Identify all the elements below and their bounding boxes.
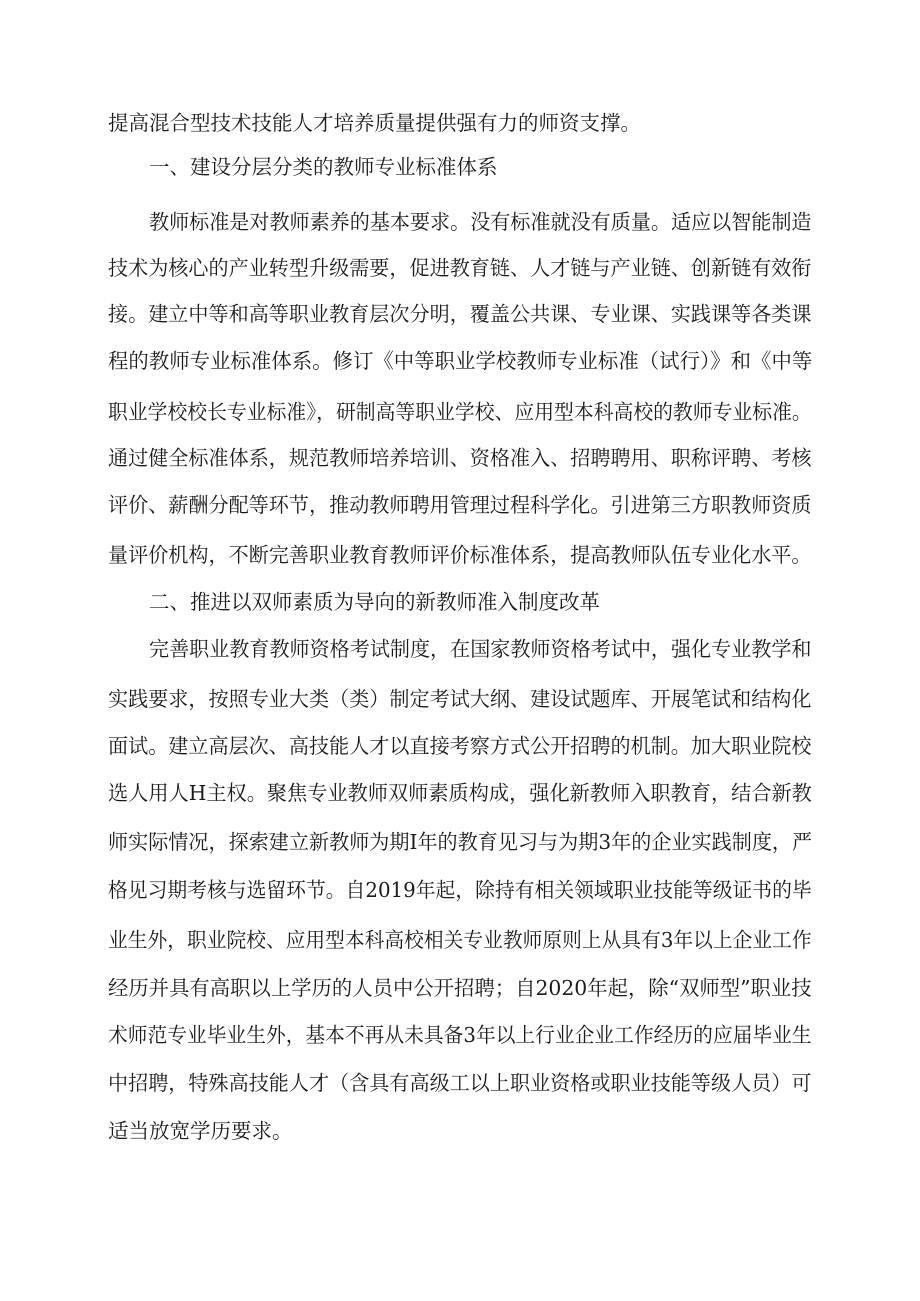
section-heading-1: 一、建设分层分类的教师专业标准体系 [149,155,498,179]
paragraph-line: 量评价机构，不断完善职业教育教师评价标准体系，提高教师队伍专业化水平。 [108,543,812,567]
paragraph-line: 教师标准是对教师素养的基本要求。没有标准就没有质量。适应以智能制造 [149,210,812,234]
paragraph-line: 实践要求，按照专业大类（类）制定考试大纲、建设试题库、开展笔试和结构化 [108,687,812,711]
paragraph-line: 完善职业教育教师资格考试制度，在国家教师资格考试中，强化专业教学和 [149,637,812,661]
paragraph-line: 评价、薪酬分配等环节，推动教师聘用管理过程科学化。引进第三方职教师资质 [108,493,812,517]
paragraph-line: 师实际情况，探索建立新教师为期I年的教育见习与为期3年的企业实践制度，严 [108,830,813,854]
paragraph-line: 通过健全标准体系，规范教师培养培训、资格准入、招聘聘用、职称评聘、考核 [108,446,812,470]
paragraph-line: 提高混合型技术技能人才培养质量提供强有力的师资支撑。 [108,111,641,135]
paragraph-line: 格见习期考核与选留环节。自2019年起，除持有相关领域职业技能等级证书的毕 [108,878,812,902]
paragraph-line: 业生外，职业院校、应用型本科高校相关专业教师原则上从具有3年以上企业工作 [108,928,812,952]
paragraph-line: 中招聘，特殊高技能人才（含具有高级工以上职业资格或职业技能等级人员）可 [108,1071,812,1095]
paragraph-line: 术师范专业毕业生外，基本不再从未具备3年以上行业企业工作经历的应届毕业生 [108,1023,812,1047]
paragraph-line: 职业学校校长专业标准》，研制高等职业学校、应用型本科高校的教师专业标准。 [108,400,812,424]
paragraph-line: 选人用人H主权。聚焦专业教师双师素质构成，强化新教师入职教育，结合新教 [108,781,812,805]
paragraph-line: 经历并具有高职以上学历的人员中公开招聘；自2020年起，除“双师型”职业技 [108,976,812,1000]
paragraph-line: 接。建立中等和高等职业教育层次分明，覆盖公共课、专业课、实践课等各类课 [108,302,812,326]
section-heading-2: 二、推进以双师素质为导向的新教师准入制度改革 [149,590,600,614]
paragraph-line: 技术为核心的产业转型升级需要，促进教育链、人才链与产业链、创新链有效衔 [108,256,812,280]
paragraph-line: 程的教师专业标准体系。修订《中等职业学校教师专业标准（试行）》和《中等 [108,349,813,373]
paragraph-line: 面试。建立高层次、高技能人才以直接考察方式公开招聘的机制。加大职业院校 [108,734,812,758]
paragraph-line: 适当放宽学历要求。 [108,1119,293,1143]
